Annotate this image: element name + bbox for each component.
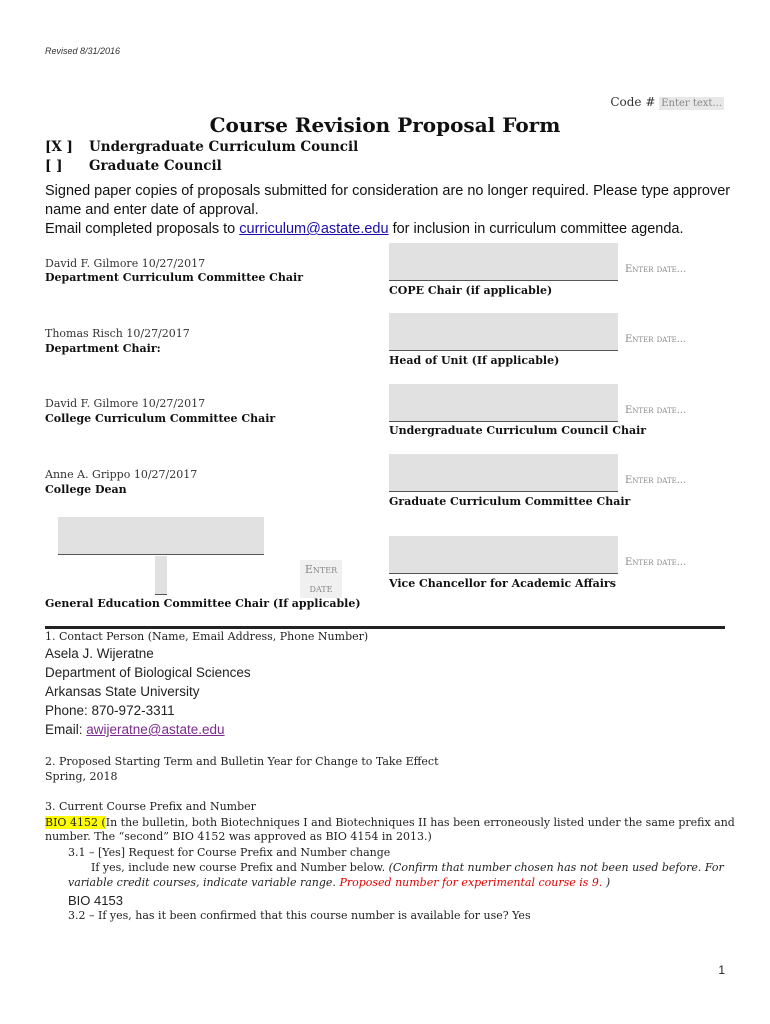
instruction-close: ) [602, 876, 611, 889]
approver-role: Undergraduate Curriculum Council Chair [389, 424, 647, 437]
instructions-line2-post: for inclusion in curriculum committee agenda. [388, 221, 684, 237]
section-heading: 2. Proposed Starting Term and Bulletin Year for Change to Take Effect [45, 755, 439, 768]
start-term[interactable]: Spring, 2018 [45, 770, 118, 783]
question-3-1-instructions-continued [68, 876, 610, 889]
revised-date: Revised 8/31/2016 [45, 46, 121, 56]
approver-role: College Dean [45, 483, 127, 496]
approver-name[interactable]: David F. Gilmore 10/27/2017 [45, 257, 206, 270]
date-field[interactable]: Enter date... [625, 557, 687, 568]
signature-field-overflow[interactable] [155, 556, 167, 595]
date-field[interactable]: Enter date [300, 560, 342, 598]
signature-field[interactable] [58, 517, 264, 555]
council-checkbox[interactable]: [X ] [45, 139, 73, 155]
signature-field[interactable] [389, 313, 618, 351]
approver-name[interactable]: Anne A. Grippo 10/27/2017 [45, 468, 198, 481]
approver-role: Department Chair: [45, 342, 161, 355]
date-field[interactable]: Enter date... [625, 405, 687, 416]
question-3-2: 3.2 – If yes, has it been confirmed that this course number is available for use? Yes [68, 909, 531, 922]
approver-role: Graduate Curriculum Committee Chair [389, 495, 631, 508]
approver-role: COPE Chair (if applicable) [389, 284, 553, 297]
signature-field[interactable] [389, 243, 618, 281]
question-3-1-instructions [91, 861, 724, 874]
code-label: Code # [610, 95, 656, 109]
course-note: In the bulletin, both Biotechniques I and Biotechniques II has been erroneously listed under the same prefix and [105, 816, 735, 829]
contact-name[interactable]: Asela J. Wijeratne [45, 646, 154, 661]
question-3-1: 3.1 – [Yes] Request for Course Prefix and Number change [68, 846, 391, 859]
section-divider [45, 626, 725, 629]
approver-role: Department Curriculum Committee Chair [45, 271, 304, 284]
current-course[interactable] [45, 816, 735, 829]
instruction-italic: variable credit courses, indicate variable range. [68, 876, 340, 889]
contact-dept[interactable]: Department of Biological Sciences [45, 665, 251, 680]
approver-role: General Education Committee Chair (If applicable) [45, 597, 361, 610]
approver-role: Head of Unit (If applicable) [389, 354, 560, 367]
council-undergraduate[interactable] [45, 139, 358, 155]
approver-role: Vice Chancellor for Academic Affairs [389, 577, 616, 590]
experimental-note: Proposed number for experimental course is 9. [339, 876, 603, 889]
date-field[interactable]: Enter date... [625, 334, 687, 345]
approver-name[interactable]: Thomas Risch 10/27/2017 [45, 327, 190, 340]
email-label: Email: [45, 722, 87, 737]
signature-field[interactable] [389, 384, 618, 422]
curriculum-email-link[interactable]: curriculum@astate.edu [239, 221, 389, 237]
signature-field[interactable] [389, 454, 618, 492]
approver-role: College Curriculum Committee Chair [45, 412, 276, 425]
contact-email-link[interactable]: awijeratne@astate.edu [86, 722, 225, 737]
instructions-line2-pre: Email completed proposals to [45, 221, 240, 237]
instructions-line1: Signed paper copies of proposals submitted for consideration are no longer required. Please type approver name and enter date of approval. [45, 183, 731, 218]
current-course-number: BIO 4152 ( [45, 816, 106, 829]
council-label: Undergraduate Curriculum Council [89, 139, 359, 155]
contact-university[interactable]: Arkansas State University [45, 684, 200, 699]
new-course-number[interactable]: BIO 4153 [68, 893, 123, 908]
date-field[interactable]: Enter date... [625, 264, 687, 275]
council-graduate[interactable] [45, 158, 222, 174]
date-field[interactable]: Enter date... [625, 475, 687, 486]
page-title: Course Revision Proposal Form [209, 113, 561, 137]
instruction-text: If yes, include new course Prefix and Number below. [91, 861, 389, 874]
signature-field[interactable] [389, 536, 618, 574]
code-input[interactable]: Enter text... [661, 98, 722, 109]
code-field [610, 95, 724, 109]
approver-name[interactable]: David F. Gilmore 10/27/2017 [45, 397, 206, 410]
section-heading: 3. Current Course Prefix and Number [45, 800, 256, 813]
contact-email[interactable] [45, 722, 225, 737]
council-checkbox[interactable]: [ ] [45, 158, 63, 174]
page-number: 1 [718, 963, 725, 977]
instruction-italic: (Confirm that number chosen has not been used before. For [388, 861, 724, 874]
contact-phone[interactable]: Phone: 870-972-3311 [45, 703, 175, 718]
section-heading: 1. Contact Person (Name, Email Address, Phone Number) [45, 630, 369, 643]
council-label: Graduate Council [89, 158, 222, 174]
course-note-continued: number. The “second” BIO 4152 was approved as BIO 4154 in 2013.) [45, 830, 432, 843]
instructions [45, 182, 735, 239]
